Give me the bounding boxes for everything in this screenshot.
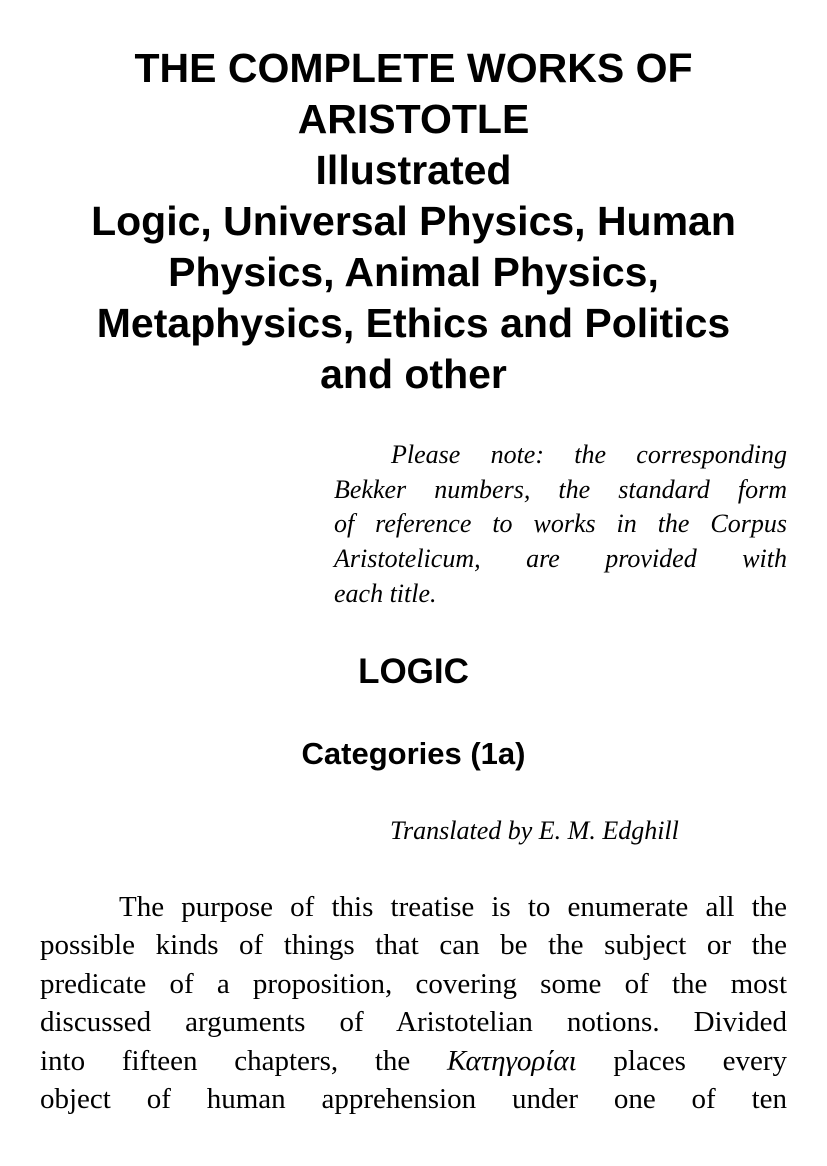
title-line: Physics, Animal Physics, (168, 249, 659, 295)
paragraph-line: possible kinds of things that can be the subject or the (40, 929, 787, 962)
note-line: Aristotelicum, are provided with (334, 544, 787, 574)
work-title: Categories (1a) (301, 736, 526, 771)
paragraph-text: places every (613, 1044, 788, 1077)
note-line: Bekker numbers, the standard form (334, 474, 787, 504)
greek-title: Κατηγορίαι (447, 1044, 577, 1077)
paragraph-line: object of human apprehension under one of ten (40, 1083, 787, 1116)
note-line: each title. (334, 578, 437, 608)
title-line: ARISTOTLE (297, 96, 530, 142)
note-line: Please note: the corresponding (391, 440, 787, 469)
note-line: of reference to works in the Corpus (334, 509, 787, 539)
translator-credit: Translated by E. M. Edghill (390, 816, 679, 845)
book-title (40, 43, 787, 400)
section-heading: LOGIC (358, 652, 469, 691)
intro-paragraph (40, 888, 787, 1118)
bekker-note (334, 438, 787, 612)
paragraph-line: The purpose of this treatise is to enumerate all the (119, 891, 787, 923)
paragraph-line: discussed arguments of Aristotelian notions. Divided (40, 1006, 787, 1039)
title-line: Logic, Universal Physics, Human (91, 198, 736, 244)
title-line: THE COMPLETE WORKS OF (134, 45, 693, 91)
paragraph-line (40, 1042, 787, 1080)
title-line: Illustrated (315, 147, 512, 193)
title-line: and other (320, 351, 507, 397)
paragraph-line: predicate of a proposition, covering some of the most (40, 967, 787, 1000)
paragraph-text: into fifteen chapters, the (40, 1044, 411, 1077)
title-line: Metaphysics, Ethics and Politics (96, 300, 731, 346)
